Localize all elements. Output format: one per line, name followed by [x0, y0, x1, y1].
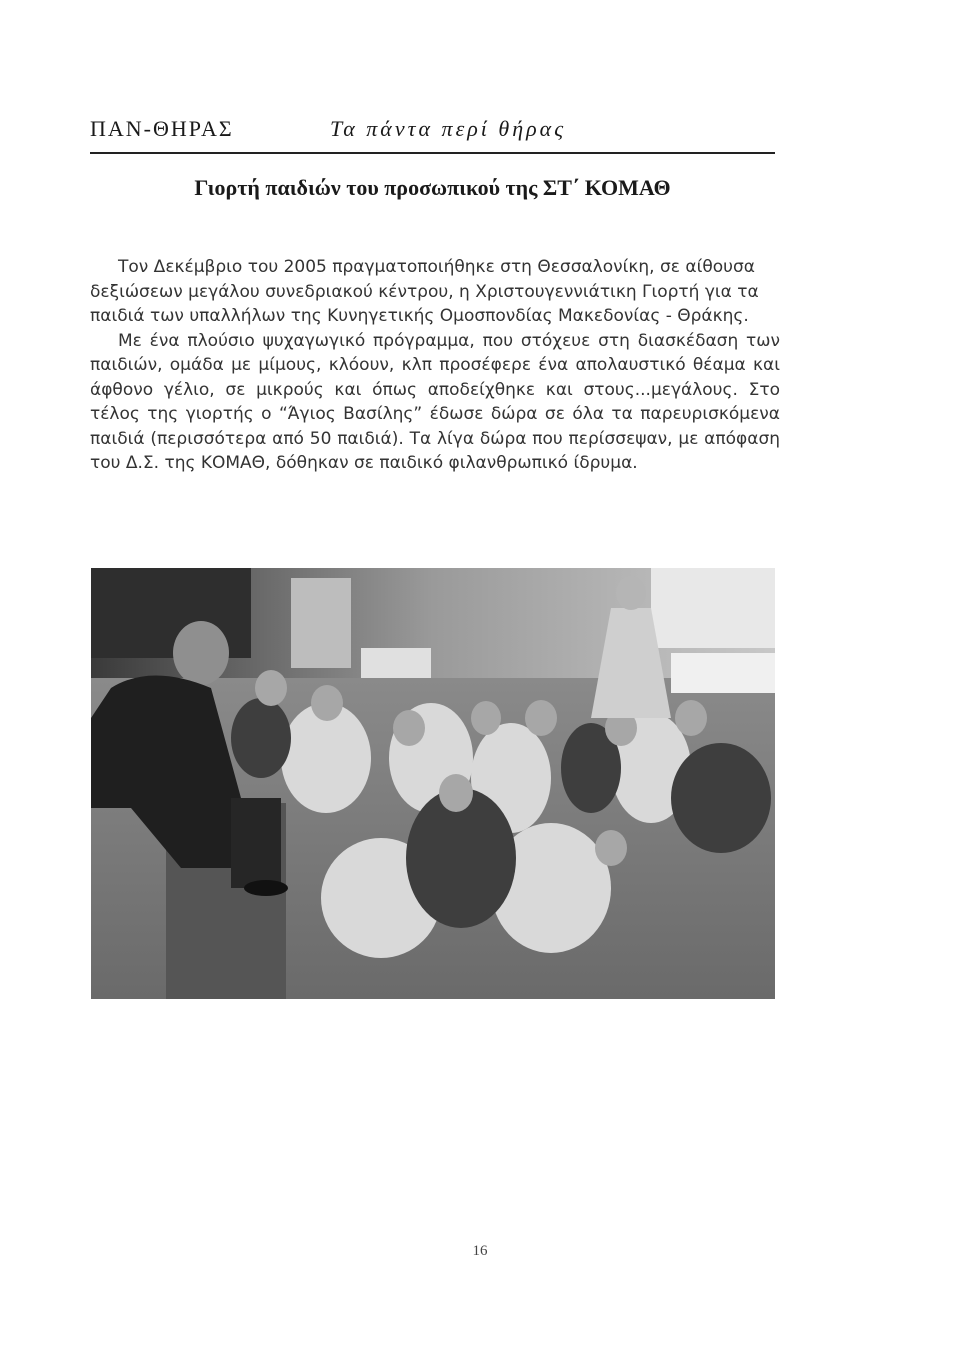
magazine-name: ΠΑΝ-ΘΗΡΑΣ — [90, 116, 234, 141]
magazine-tagline: Τα πάντα περί θήρας — [330, 116, 567, 141]
page-header — [90, 116, 775, 154]
event-photo — [91, 568, 775, 999]
paragraph-1: Τον Δεκέμβριο του 2005 πραγματοποιήθηκε στη Θεσσαλονίκη, σε αίθουσα δεξιώσεων μεγάλου συνεδριακού κέντρου, η Χριστουγεννιάτικη Γιορτή για τα παιδιά των υπαλλήλων της Κυνηγετικής Ομοσπονδίας Μακεδονίας - Θράκης. — [90, 257, 759, 326]
article-title: Γιορτή παιδιών του προσωπικού της ΣΤ΄ ΚΟΜΑΘ — [194, 175, 671, 200]
event-photo-graphic — [91, 568, 775, 999]
paragraph-2: Με ένα πλούσιο ψυχαγωγικό πρόγραμμα, που στόχευε στη διασκέδαση των παιδιών, ομάδα με μίμους, κλόουν, κλπ προσέφερε ένα απολαυστικό θέαμα και άφθονο γέλιο, σε μικρούς και όπως αποδείχθηκε και στους...μεγάλους. Στο τέλος της γιορτής ο “Άγιος Βασίλης” έδωσε δώρα σε όλα τα παρευρισκόμενα παιδιά (περισσότερα από 50 παιδιά). Τα λίγα δώρα που περίσσεψαν, με απόφαση του Δ.Σ. της ΚΟΜΑΘ, δόθηκαν σε παιδικό φιλανθρωπικό ίδρυμα. — [90, 330, 780, 473]
article-body — [90, 255, 780, 476]
page-number: 16 — [472, 1243, 488, 1259]
